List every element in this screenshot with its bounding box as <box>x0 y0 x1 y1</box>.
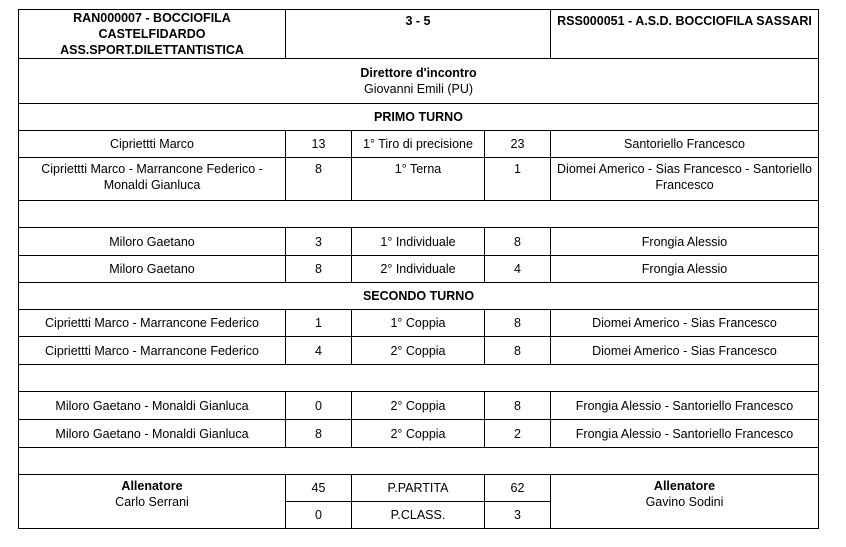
away-coach-label: Allenatore <box>653 479 716 493</box>
turn-heading-primo: PRIMO TURNO <box>19 104 819 131</box>
away-score: 8 <box>485 392 551 420</box>
table-row <box>19 310 819 337</box>
table-row <box>19 158 819 201</box>
home-score: 8 <box>286 256 352 283</box>
home-team-line2: ASS.SPORT.DILETTANTISTICA <box>60 43 244 57</box>
game-type: 1° Coppia <box>352 310 485 337</box>
away-score: 1 <box>485 158 551 201</box>
away-coach-name: Gavino Sodini <box>645 495 724 509</box>
home-team <box>19 10 286 59</box>
table-row <box>19 337 819 365</box>
spacer-cell <box>19 365 819 392</box>
home-score: 3 <box>286 228 352 256</box>
away-players: Frongia Alessio - Santoriello Francesco <box>551 420 819 448</box>
away-score: 2 <box>485 420 551 448</box>
home-score: 0 <box>286 392 352 420</box>
home-players: Miloro Gaetano - Monaldi Gianluca <box>19 392 286 420</box>
away-players: Santoriello Francesco <box>551 131 819 158</box>
turn-heading-row <box>19 283 819 310</box>
away-score: 8 <box>485 310 551 337</box>
table-row <box>19 256 819 283</box>
game-type: 2° Coppia <box>352 337 485 365</box>
away-score: 23 <box>485 131 551 158</box>
away-score: 4 <box>485 256 551 283</box>
spacer-cell <box>19 201 819 228</box>
home-players: Miloro Gaetano <box>19 228 286 256</box>
director-label: Direttore d'incontro <box>360 66 477 80</box>
game-type: 2° Coppia <box>352 392 485 420</box>
footer-row <box>19 475 819 502</box>
director-cell <box>19 59 819 104</box>
away-players: Diomei Americo - Sias Francesco <box>551 310 819 337</box>
home-coach-cell <box>19 475 286 529</box>
away-score: 8 <box>485 228 551 256</box>
director-row <box>19 59 819 104</box>
game-type: 2° Coppia <box>352 420 485 448</box>
table-row <box>19 392 819 420</box>
home-players: Cipriettti Marco - Marrancone Federico <box>19 337 286 365</box>
home-players: Cipriettti Marco <box>19 131 286 158</box>
table-row <box>19 228 819 256</box>
game-type: 1° Terna <box>352 158 485 201</box>
home-score: 13 <box>286 131 352 158</box>
away-players: Frongia Alessio <box>551 228 819 256</box>
home-players: Cipriettti Marco - Marrancone Federico <box>19 310 286 337</box>
away-team: RSS000051 - A.S.D. BOCCIOFILA SASSARI <box>551 10 819 59</box>
away-partita-points: 62 <box>485 475 551 502</box>
class-label: P.CLASS. <box>352 502 485 529</box>
game-type: 2° Individuale <box>352 256 485 283</box>
home-partita-points: 45 <box>286 475 352 502</box>
spacer-row <box>19 201 819 228</box>
home-score: 4 <box>286 337 352 365</box>
director-name: Giovanni Emili (PU) <box>363 82 474 96</box>
home-score: 8 <box>286 158 352 201</box>
table-row <box>19 420 819 448</box>
away-players: Frongia Alessio - Santoriello Francesco <box>551 392 819 420</box>
home-coach-label: Allenatore <box>121 479 183 493</box>
away-players: Diomei Americo - Sias Francesco - Santoriello Francesco <box>551 158 819 201</box>
home-score: 8 <box>286 420 352 448</box>
partita-label: P.PARTITA <box>352 475 485 502</box>
away-score: 8 <box>485 337 551 365</box>
home-score: 1 <box>286 310 352 337</box>
home-coach-name: Carlo Serrani <box>115 495 189 509</box>
away-players: Frongia Alessio <box>551 256 819 283</box>
game-type: 1° Individuale <box>352 228 485 256</box>
spacer-row <box>19 448 819 475</box>
game-type: 1° Tiro di precisione <box>352 131 485 158</box>
match-score: 3 - 5 <box>286 10 551 59</box>
away-players: Diomei Americo - Sias Francesco <box>551 337 819 365</box>
home-class-points: 0 <box>286 502 352 529</box>
turn-heading-secondo: SECONDO TURNO <box>19 283 819 310</box>
home-players: Miloro Gaetano <box>19 256 286 283</box>
header-row <box>19 10 819 59</box>
home-players: Cipriettti Marco - Marrancone Federico - Monaldi Gianluca <box>19 158 286 201</box>
table-row <box>19 131 819 158</box>
match-report-table <box>18 9 819 529</box>
away-coach-cell <box>551 475 819 529</box>
home-team-line1: RAN000007 - BOCCIOFILA CASTELFIDARDO <box>73 11 231 41</box>
spacer-cell <box>19 448 819 475</box>
home-players: Miloro Gaetano - Monaldi Gianluca <box>19 420 286 448</box>
spacer-row <box>19 365 819 392</box>
away-class-points: 3 <box>485 502 551 529</box>
turn-heading-row <box>19 104 819 131</box>
